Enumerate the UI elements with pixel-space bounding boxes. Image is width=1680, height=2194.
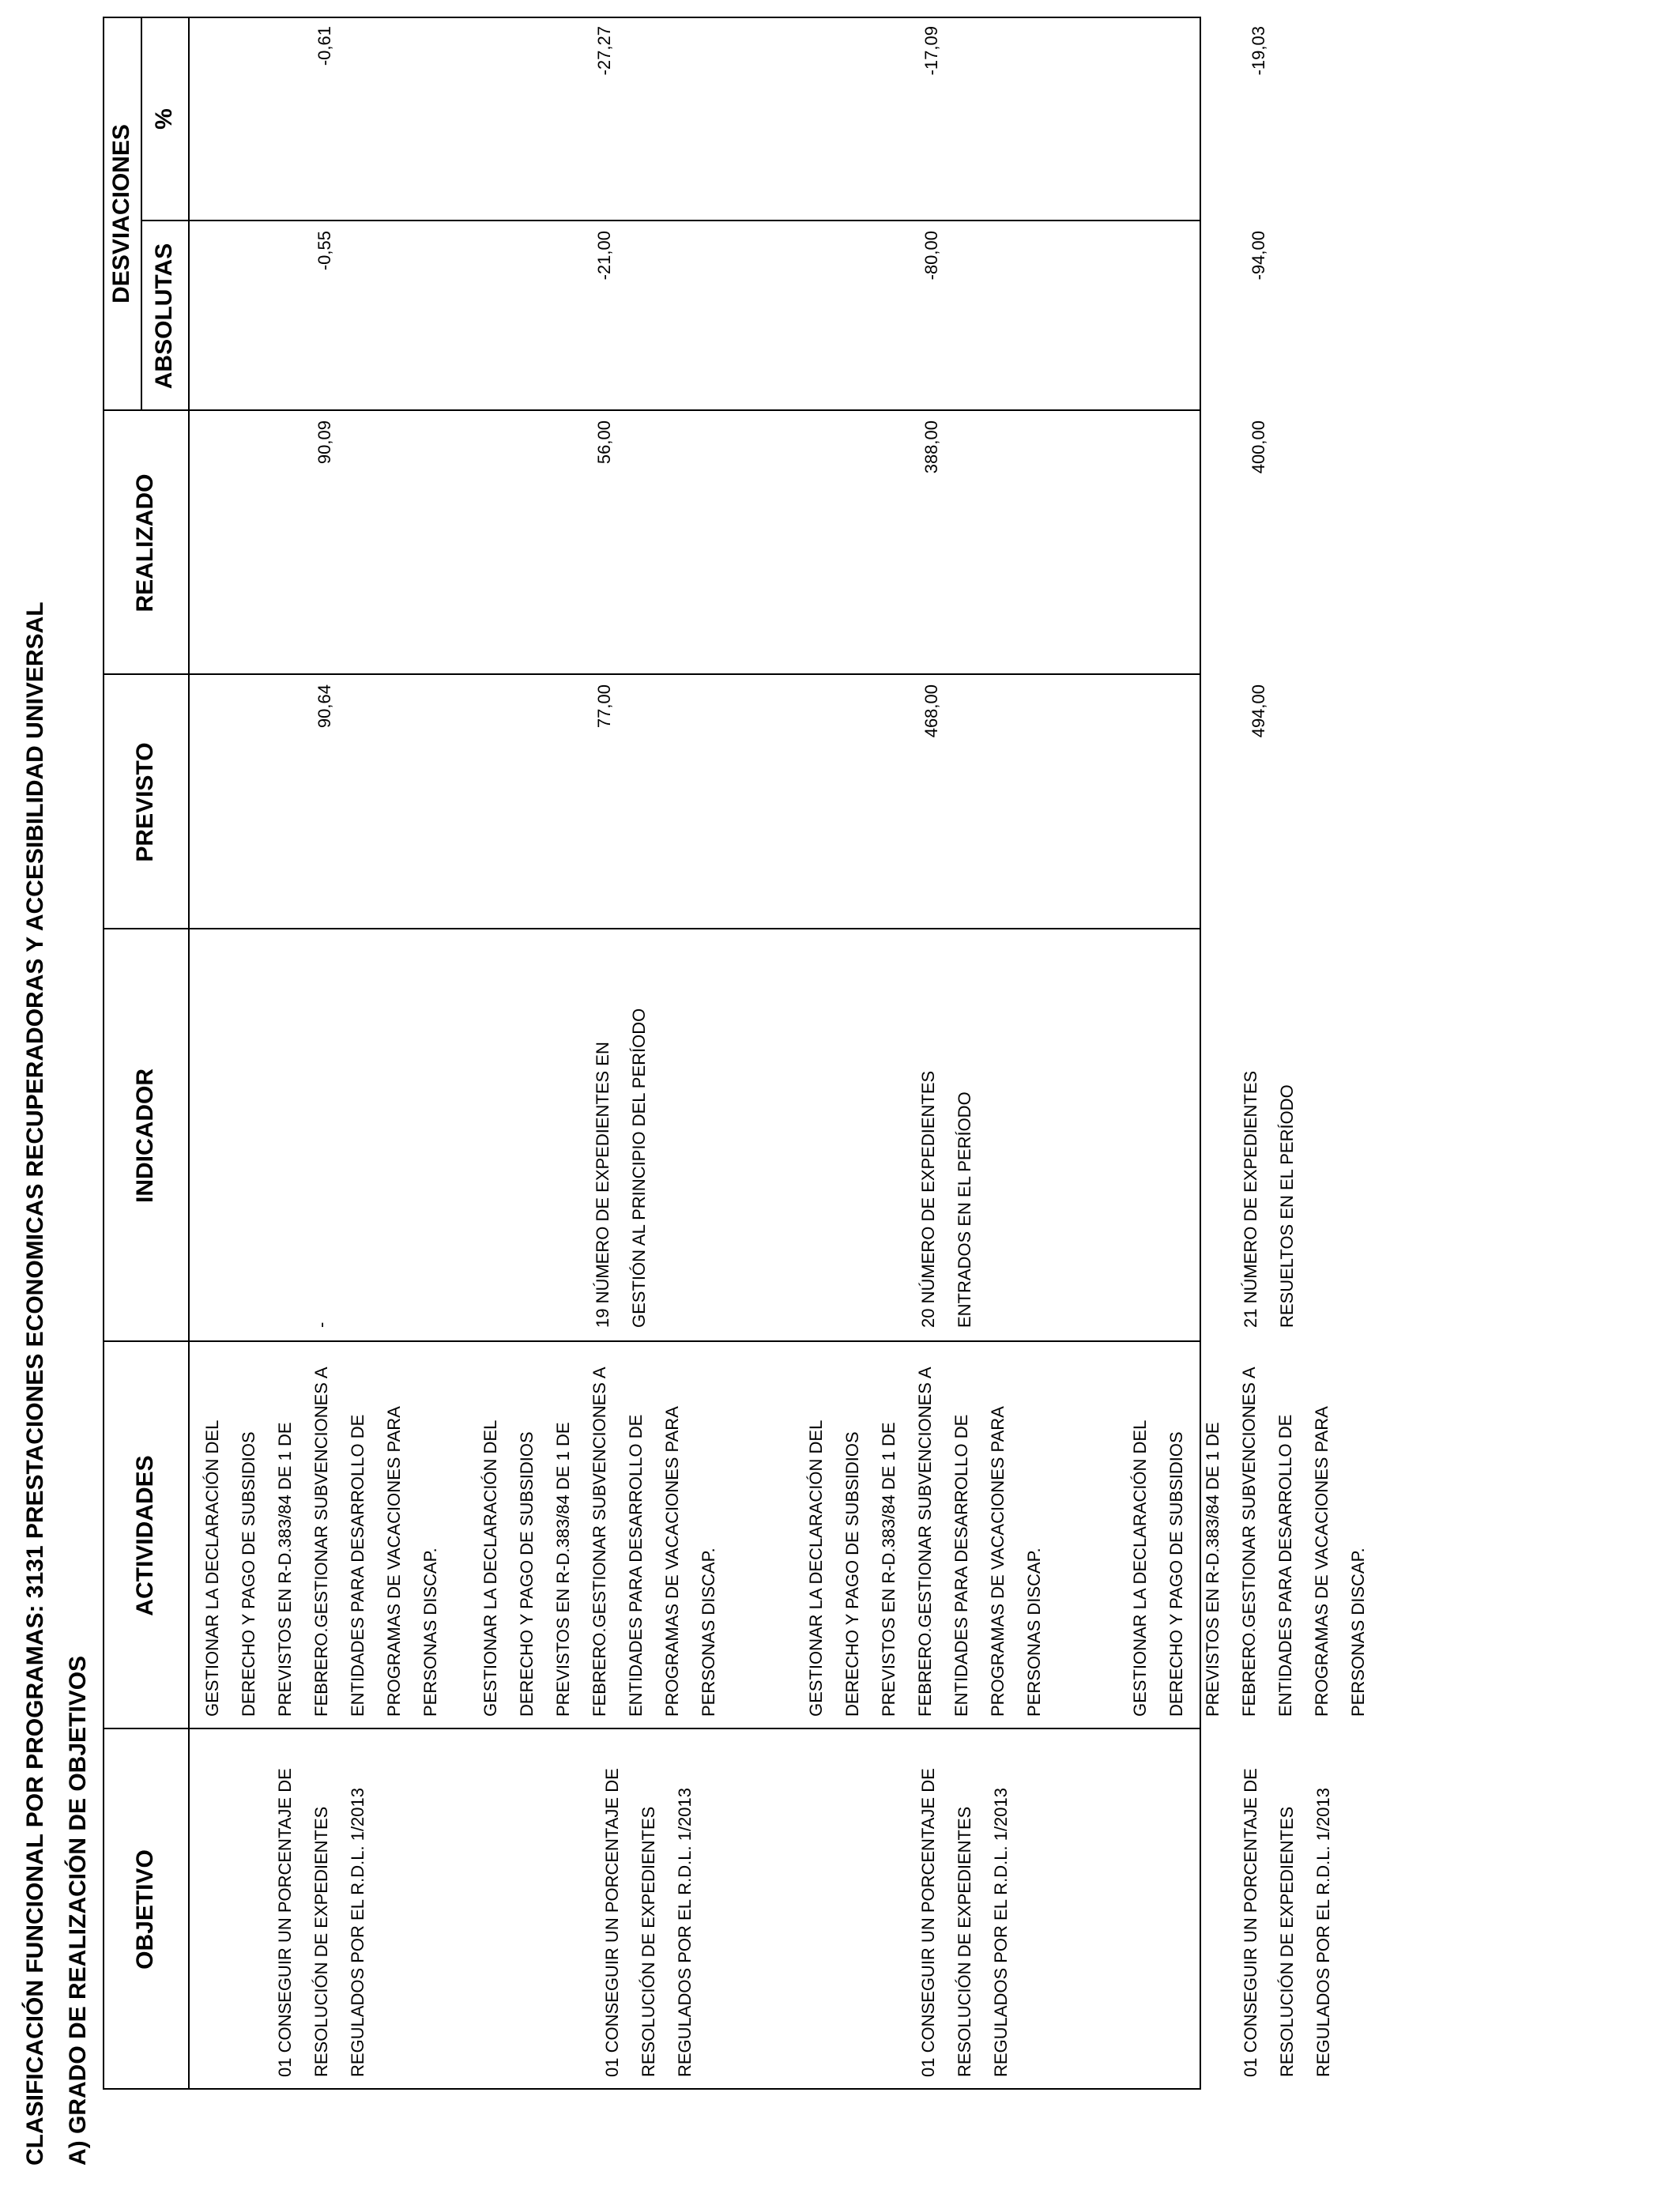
row-3-pct: -17,09 — [921, 26, 941, 76]
row-3-objetivo: 01 CONSEGUIR UN PORCENTAJE DE RESOLUCIÓN DE EXPEDIENTES REGULADOS POR EL R.D.L. 1/2013 — [918, 1768, 1011, 2077]
row-4-absolutas: -94,00 — [1249, 231, 1268, 281]
row-1-actividad: GESTIONAR LA DECLARACIÓN DEL DERECHO Y PAGO DE SUBSIDIOS PREVISTOS EN R-D.383/84 DE 1 DE FEBRERO.GESTIONAR SUBVENCIONES A ENTIDADES PARA DESARROLLO DE PROGRAMAS DE VACACIONES PARA PERSONAS DISCAP. — [202, 1367, 440, 1717]
col-sep-2 — [103, 1340, 1201, 1342]
page-title: CLASIFICACIÓN FUNCIONAL POR PROGRAMAS: 3131 PRESTACIONES ECONOMICAS RECUPERADORAS Y ACCESIBILIDAD UNIVERSAL — [22, 601, 48, 2166]
col-sep-4 — [103, 673, 1201, 675]
row-3-indicador: 20 NÚMERO DE EXPEDIENTES ENTRADOS EN EL PERÍODO — [918, 1070, 974, 1328]
col-sep-5 — [103, 409, 1201, 411]
header-absolutas: ABSOLUTAS — [151, 243, 177, 390]
header-realizado: REALIZADO — [132, 473, 158, 613]
row-2-actividad: GESTIONAR LA DECLARACIÓN DEL DERECHO Y PAGO DE SUBSIDIOS PREVISTOS EN R-D.383/84 DE 1 DE FEBRERO.GESTIONAR SUBVENCIONES A ENTIDADES PARA DESARROLLO DE PROGRAMAS DE VACACIONES PARA PERSONAS DISCAP. — [480, 1367, 718, 1717]
row-3-realizado: 388,00 — [921, 420, 941, 474]
row-2-pct: -27,27 — [594, 26, 614, 76]
row-4-previsto: 494,00 — [1249, 684, 1268, 738]
header-pct: % — [151, 108, 177, 130]
row-2-indicador: 19 NÚMERO DE EXPEDIENTES EN GESTIÓN AL PRINCIPIO DEL PERÍODO — [593, 1008, 649, 1328]
row-2-absolutas: -21,00 — [594, 231, 614, 281]
header-divider — [188, 17, 190, 2090]
row-2-previsto: 77,00 — [594, 684, 614, 729]
row-1-absolutas: -0,55 — [315, 231, 334, 271]
row-3-previsto: 468,00 — [921, 684, 941, 738]
row-4-actividad: GESTIONAR LA DECLARACIÓN DEL DERECHO Y PAGO DE SUBSIDIOS PREVISTOS EN R-D.383/84 DE 1 DE FEBRERO.GESTIONAR SUBVENCIONES A ENTIDADES PARA DESARROLLO DE PROGRAMAS DE VACACIONES PARA PERSONAS DISCAP. — [1130, 1367, 1368, 1717]
header-indicador: INDICADOR — [132, 1069, 158, 1203]
row-4-indicador: 21 NÚMERO DE EXPEDIENTES RESUELTOS EN EL PERÍODO — [1241, 1070, 1297, 1328]
header-previsto: PREVISTO — [132, 742, 158, 862]
row-1-realizado: 90,09 — [315, 420, 334, 465]
row-4-pct: -19,03 — [1249, 26, 1268, 76]
row-1-indicador: - — [311, 1321, 331, 1328]
header-objetivo: OBJETIVO — [132, 1849, 158, 1970]
row-3-actividad: GESTIONAR LA DECLARACIÓN DEL DERECHO Y PAGO DE SUBSIDIOS PREVISTOS EN R-D.383/84 DE 1 DE FEBRERO.GESTIONAR SUBVENCIONES A ENTIDADES PARA DESARROLLO DE PROGRAMAS DE VACACIONES PARA PERSONAS DISCAP. — [806, 1367, 1044, 1717]
row-4-objetivo: 01 CONSEGUIR UN PORCENTAJE DE RESOLUCIÓN DE EXPEDIENTES REGULADOS POR EL R.D.L. 1/2013 — [1241, 1768, 1333, 2077]
row-1-objetivo: 01 CONSEGUIR UN PORCENTAJE DE RESOLUCIÓN DE EXPEDIENTES REGULADOS POR EL R.D.L. 1/2013 — [275, 1768, 367, 2077]
header-actividades: ACTIVIDADES — [132, 1455, 158, 1616]
row-2-realizado: 56,00 — [594, 420, 614, 465]
row-3-absolutas: -80,00 — [921, 231, 941, 281]
row-1-pct: -0,61 — [315, 26, 334, 66]
row-1-previsto: 90,64 — [315, 684, 334, 729]
col-sep-6 — [141, 220, 1201, 221]
section-subtitle: A) GRADO DE REALIZACIÓN DE OBJETIVOS — [65, 1655, 91, 2166]
row-2-objetivo: 01 CONSEGUIR UN PORCENTAJE DE RESOLUCIÓN DE EXPEDIENTES REGULADOS POR EL R.D.L. 1/2013 — [602, 1768, 695, 2077]
row-4-realizado: 400,00 — [1249, 420, 1268, 474]
col-sep-3 — [103, 928, 1201, 929]
col-sep-1 — [103, 1728, 1201, 1729]
header-desviaciones: DESVIACIONES — [108, 124, 134, 303]
